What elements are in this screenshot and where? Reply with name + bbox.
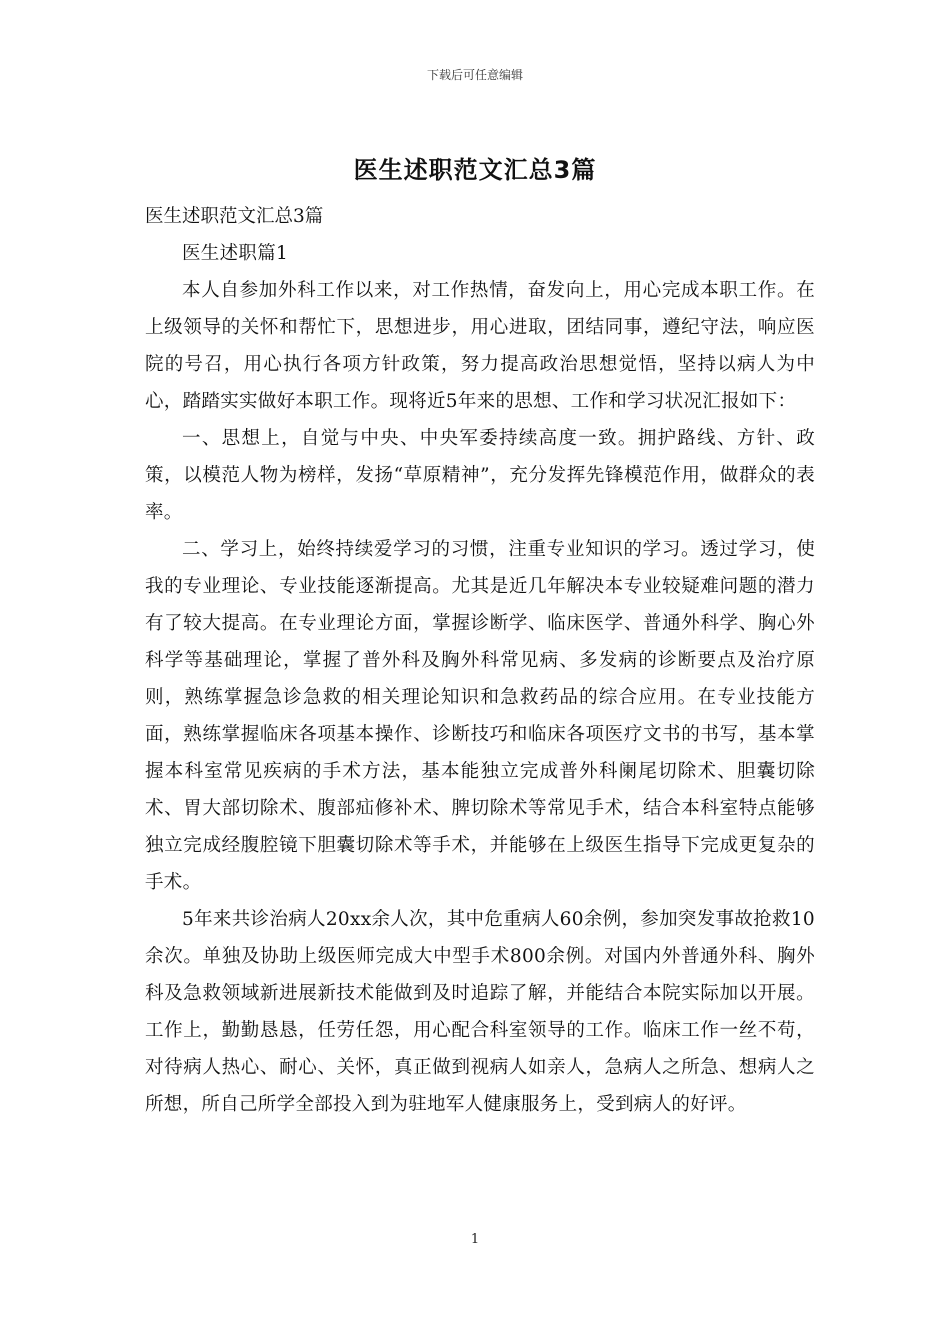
- document-title: 医生述职范文汇总3篇: [353, 156, 597, 184]
- page-number: 1: [470, 1232, 480, 1247]
- document-subtitle: 医生述职范文汇总3篇: [145, 206, 324, 227]
- header-note: 下载后可任意编辑: [426, 68, 523, 82]
- paragraph-thought: 一、思想上，自觉与中央、中央军委持续高度一致。拥护路线、方针、政策，以模范人物为榜样，发扬“草原精神”，充分发挥先锋模范作用，做群众的表率。: [145, 428, 815, 523]
- paragraph-work: 5年来共诊治病人20xx余人次，其中危重病人60余例，参加突发事故抢救10余次。单独及协助上级医师完成大中型手术800余例。对国内外普通外科、胸外科及急救领域新进展新技术能做到及时追踪了解，并能结合本院实际加以开展。工作上，勤勤恳恳，任劳任怨，用心配合科室领导的工作。临床工作一丝不苟，对待病人热心、耐心、关怀，真正做到视病人如亲人，急病人之所急、想病人之所想，所自己所学全部投入到为驻地军人健康服务上，受到病人的好评。: [145, 909, 815, 1115]
- paragraph-intro: 本人自参加外科工作以来，对工作热情，奋发向上，用心完成本职工作。在上级领导的关怀和帮忙下，思想进步，用心进取，团结同事，遵纪守法，响应医院的号召，用心执行各项方针政策，努力提高政治思想觉悟，坚持以病人为中心，踏踏实实做好本职工作。现将近5年来的思想、工作和学习状况汇报如下：: [145, 280, 815, 412]
- section-heading: 医生述职篇1: [182, 243, 289, 264]
- document-body: [145, 198, 815, 1123]
- paragraph-study: 二、学习上，始终持续爱学习的习惯，注重专业知识的学习。透过学习，使我的专业理论、专业技能逐渐提高。尤其是近几年解决本专业较疑难问题的潜力有了较大提高。在专业理论方面，掌握诊断学、临床医学、普通外科学、胸心外科学等基础理论，掌握了普外科及胸外科常见病、多发病的诊断要点及治疗原则，熟练掌握急诊急救的相关理论知识和急救药品的综合应用。在专业技能方面，熟练掌握临床各项基本操作、诊断技巧和临床各项医疗文书的书写，基本掌握本科室常见疾病的手术方法，基本能独立完成普外科阑尾切除术、胆囊切除术、胃大部切除术、腹部疝修补术、脾切除术等常见手术，结合本科室特点能够独立完成经腹腔镜下胆囊切除术等手术，并能够在上级医生指导下完成更复杂的手术。: [145, 539, 815, 893]
